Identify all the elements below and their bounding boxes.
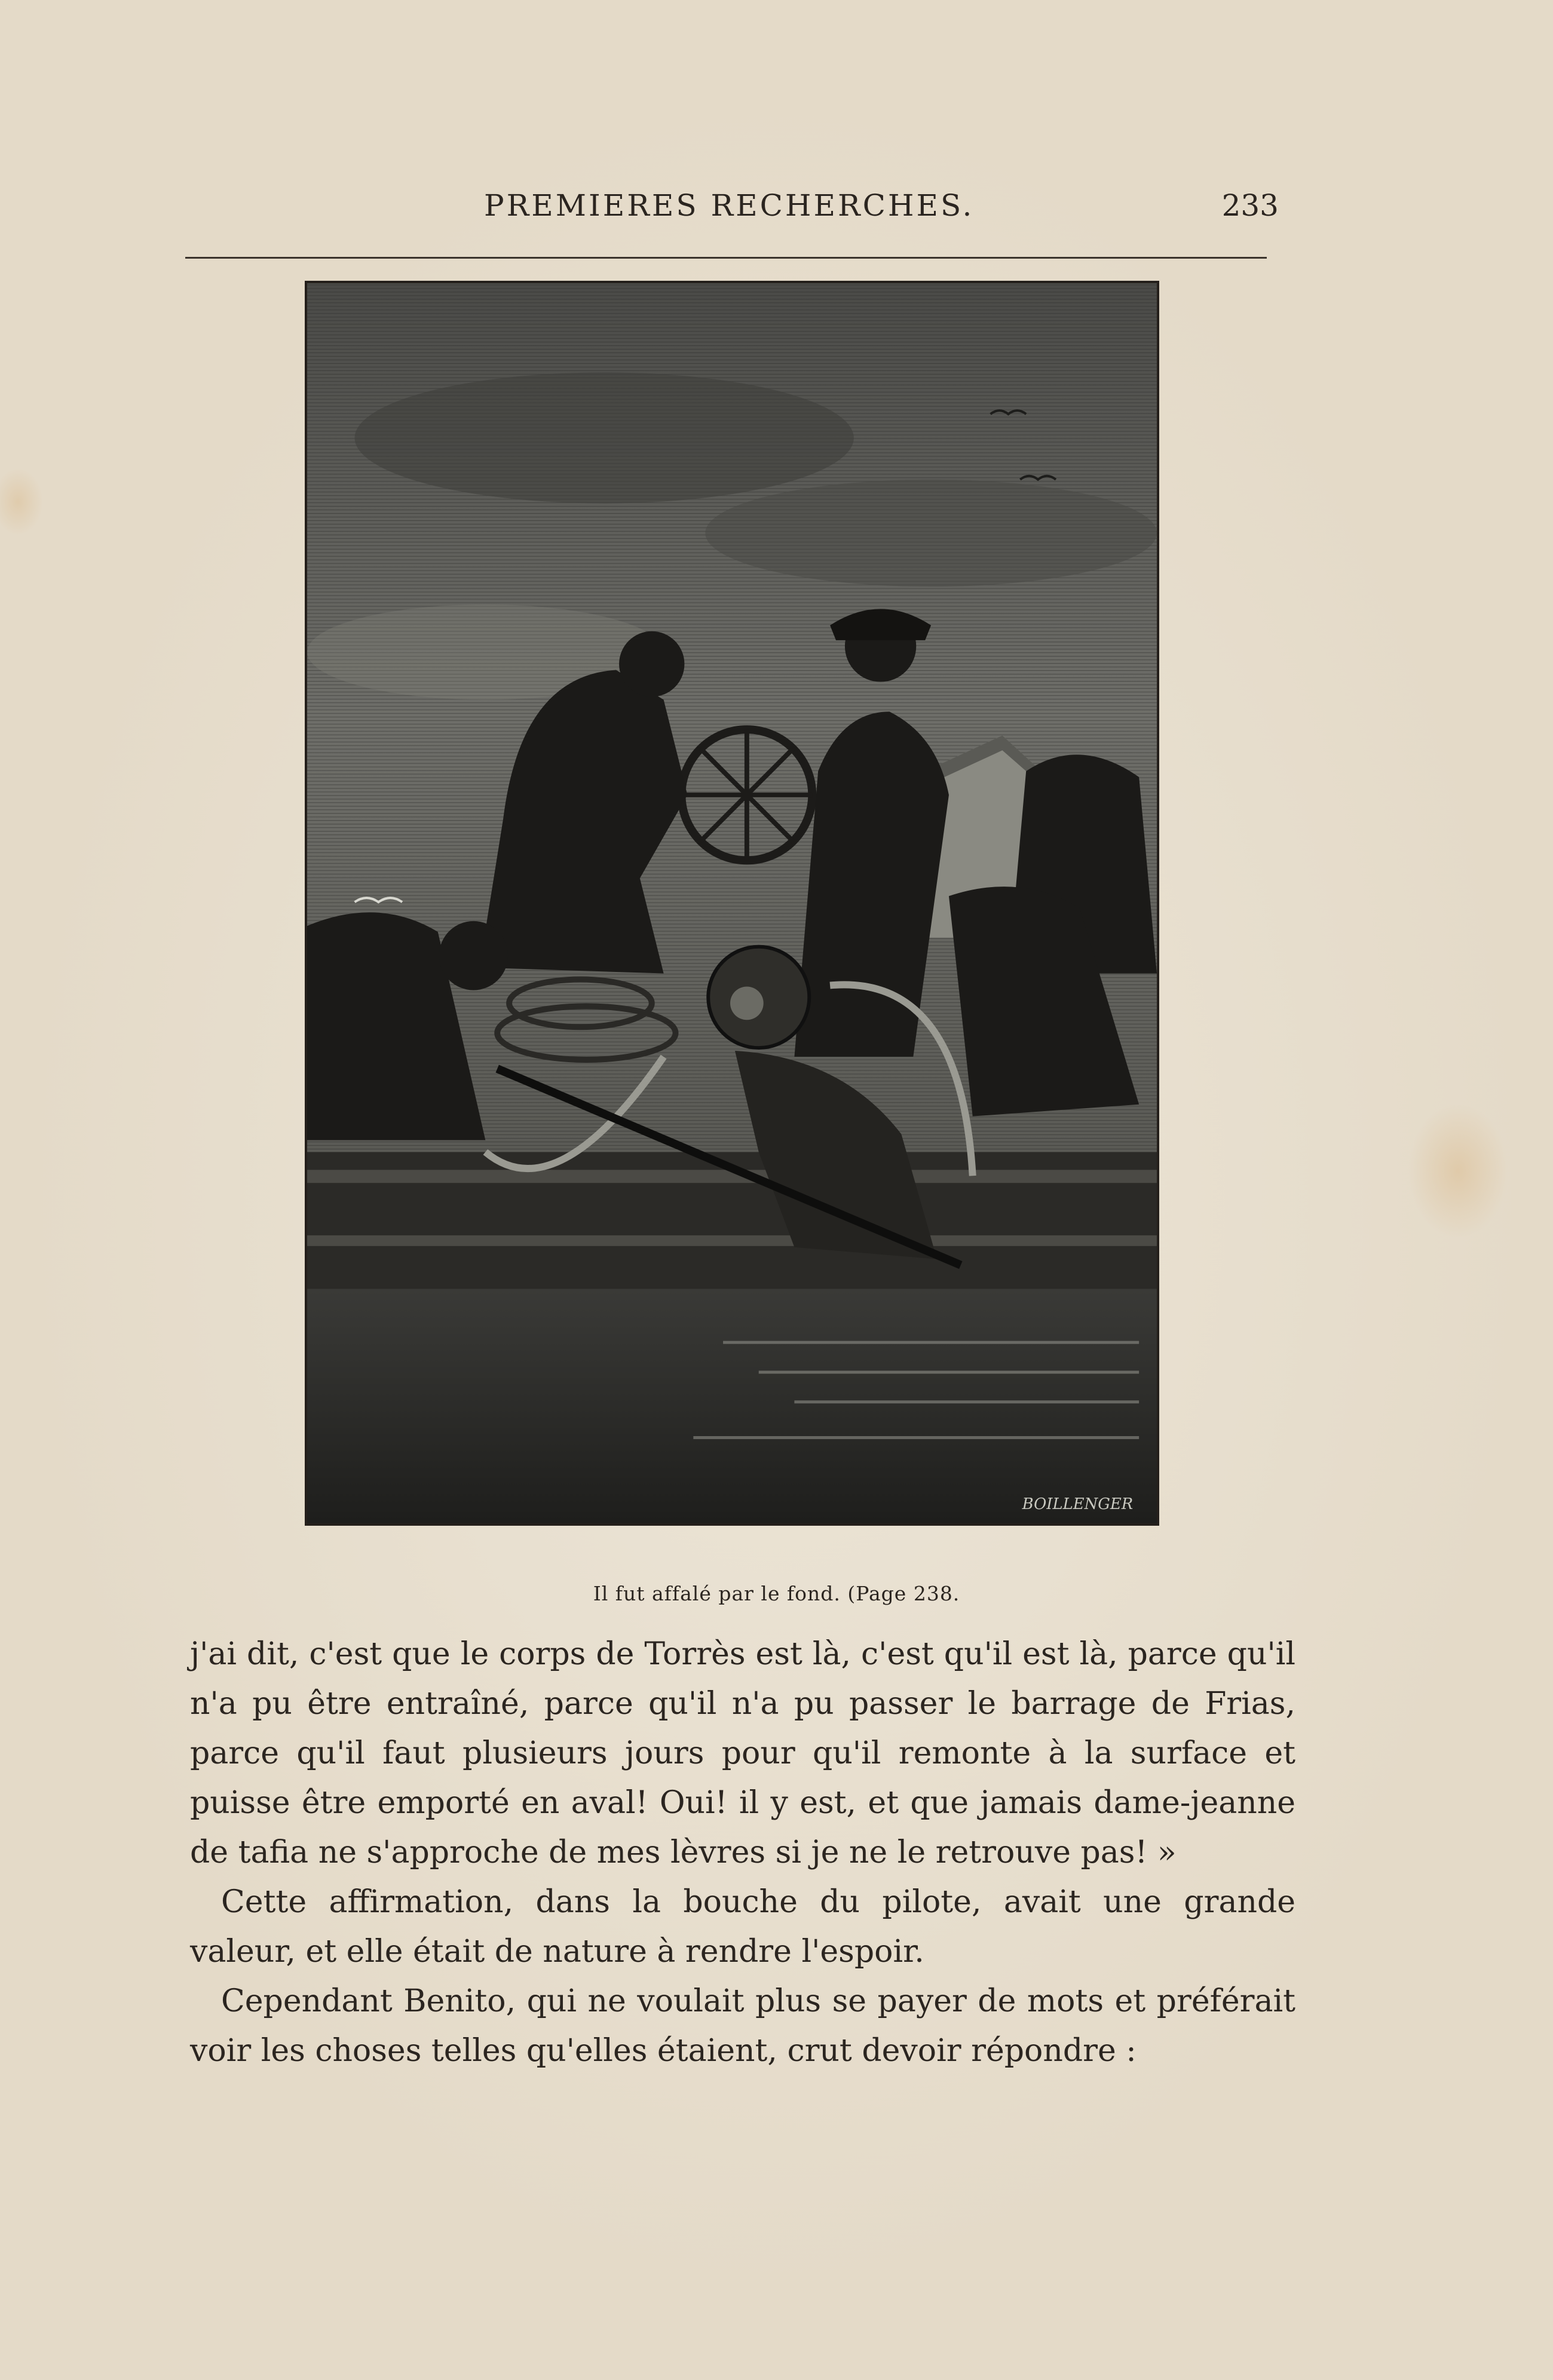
svg-text:BOILLENGER: BOILLENGER	[1022, 1495, 1134, 1514]
page-number: 233	[1221, 188, 1279, 223]
illustration-engraving	[305, 281, 1159, 1526]
body-text	[190, 1630, 1295, 2076]
header-rule	[185, 257, 1267, 259]
illustration-caption: Il fut affalé par le fond. (Page 238.	[593, 1582, 960, 1605]
paragraph-3: Cependant Benito, qui ne voulait plus se payer de mots et préférait voir les choses telles qu'elles étaient, crut devoir répondre :	[190, 1983, 1295, 2069]
paragraph-2: Cette affirmation, dans la bouche du pilote, avait une grande valeur, et elle était de nature à rendre l'espoir.	[190, 1884, 1295, 1970]
running-head	[185, 188, 1279, 230]
running-title: PREMIERES RECHERCHES.	[484, 188, 975, 223]
engraving-image	[307, 283, 1157, 1523]
paragraph-1: j'ai dit, c'est que le corps de Torrès est là, c'est qu'il est là, parce qu'il n'a pu être entraîné, parce qu'il n'a pu passer le barrage de Frias, parce qu'il faut plusieurs jours pour qu'il remonte à la surface et puisse être emporté en aval! Oui! il y est, et que jamais dame-jeanne de tafia ne s'approche de mes lèvres si je ne le retrouve pas! »	[190, 1636, 1295, 1870]
